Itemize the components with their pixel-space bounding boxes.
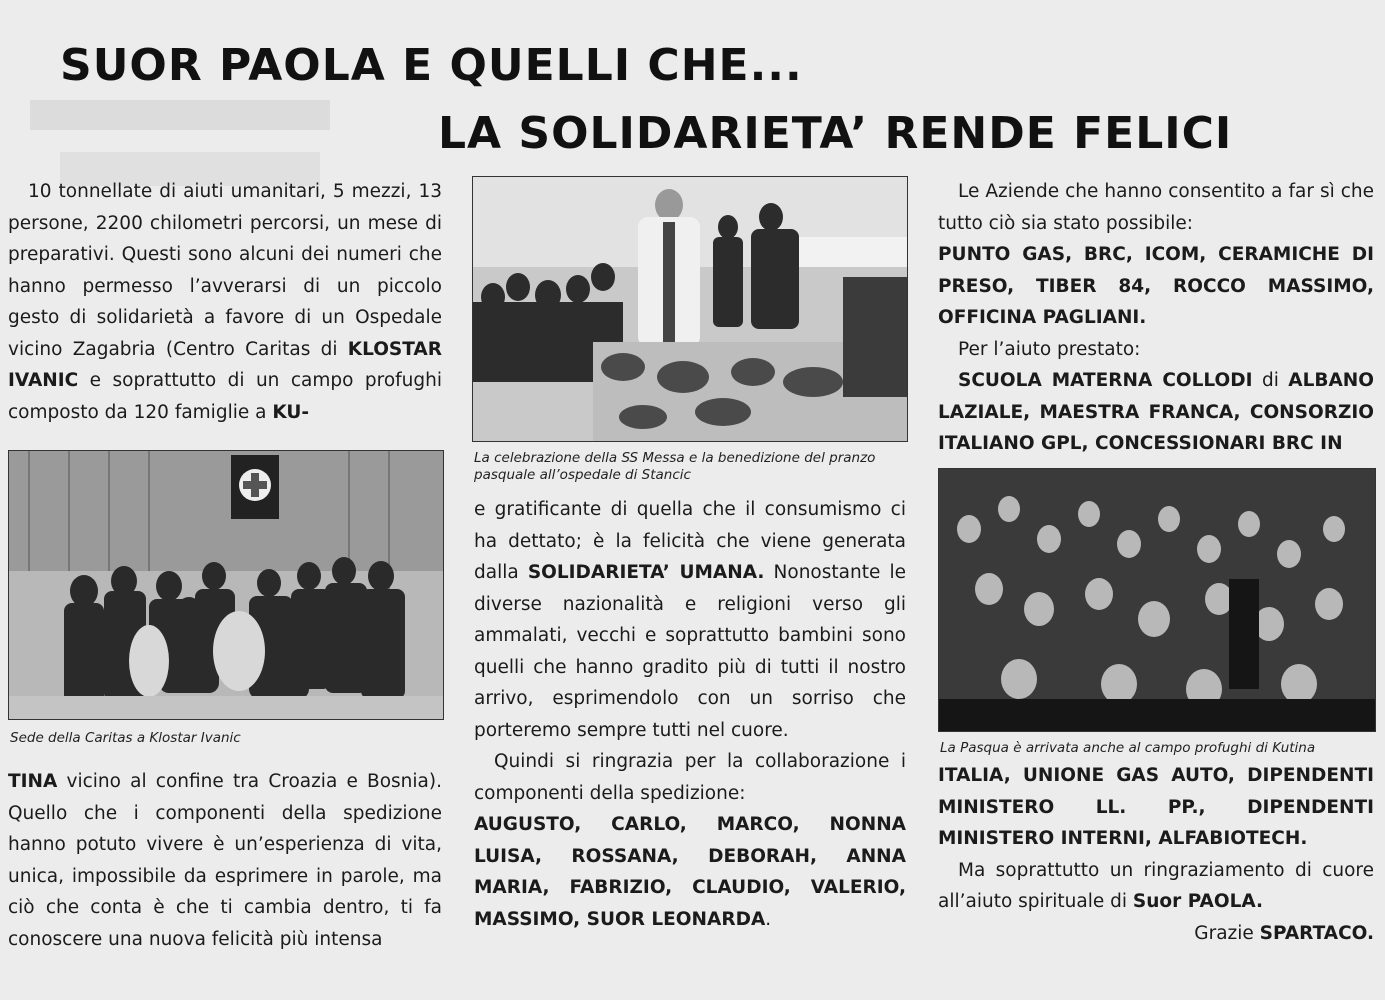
headline-line-2: LA SOLIDARIETA’ RENDE FELICI [438,108,1233,159]
col3-helpers [938,365,1374,460]
col3-paragraph-3 [938,855,1374,918]
caption-kutina: La Pasqua è arrivata anche al campo profughi di Kutina [940,740,1316,756]
column-3 [938,176,1374,460]
col3-helpers-bold1: SCUOLA MATERNA COLLODI [958,370,1253,391]
column-2 [474,494,906,935]
caption-mass: La celebrazione della SS Messa e la benedizione del pranzo pasquale all’ospedale di Stancic [474,450,876,483]
photo-caritas-group [8,450,444,720]
caption-caritas: Sede della Caritas a Klostar Ivanic [10,730,241,746]
col2-names-list [474,809,906,935]
group-photo-image [9,451,443,719]
col2-p1-tail: Nonostante le diverse nazionalità e religioni verso gli ammalati, vecchi e soprattutto bambini sono quelli che hanno gradito più di tutti il nostro arrivo, esprimendolo con un sorriso che porteremo sempre tutti nel cuore. [474,562,906,741]
col3-helpers-continued: ITALIA, UNIONE GAS AUTO, DIPENDENTI MINISTERO LL. PP., DIPENDENTI MINISTERO INTERNI, ALFABIOTECH. [938,765,1374,849]
column-1 [8,176,442,428]
col1-p1-text: 10 tonnellate di aiuti umanitari, 5 mezzi, 13 persone, 2200 chilometri percorsi, un mese di preparativi. Questi sono alcuni dei numeri che hanno permesso l’avverarsi di un piccolo gesto di solidarietà a favore di un Ospedale vicino Zagabria (Centro Caritas di [8,181,442,360]
column-1-continued [8,766,442,955]
col2-p1-bold: SOLIDARIETA’ UMANA. [527,562,765,583]
col2-paragraph-1 [474,494,906,746]
col1-paragraph-2 [8,766,442,955]
col3-signature [938,918,1374,950]
col1-paragraph-1 [8,176,442,428]
photo-kutina-camp [938,468,1376,732]
col3-p3-text: Ma soprattutto un ringraziamento di cuore all’aiuto spirituale di [938,859,1374,912]
col3-sign-text: Grazie [1194,922,1254,944]
col3-helpers-bold2: ALBANO LAZIALE, MAESTRA FRANCA, CONSORZIO ITALIANO GPL, CONCESSIONARI BRC IN [938,370,1375,454]
headline-line-1: SUOR PAOLA E QUELLI CHE... [60,40,803,91]
crowd-photo-image [939,469,1375,731]
col1-p2-text: vicino al confine tra Croazia e Bosnia). Quello che i componenti della spedizione hanno potuto vivere è un’esperienza di vita, unica, impossibile da esprimere in parole, ma ciò che conta è che ti cambia dentro, ti fa conoscere una nuova felicità più intensa [8,771,442,950]
col1-p2-bold: TINA [8,771,58,792]
col2-p1-text: e gratificante di quella che il consumismo ci ha dettato; è la felicità che viene generata dalla [474,499,906,583]
col3-paragraph-1: Le Aziende che hanno consentito a far sì che tutto ciò sia stato possibile: [938,181,1374,234]
col3-companies: PUNTO GAS, BRC, ICOM, CERAMICHE DI PRESO, TIBER 84, ROCCO MASSIMO, OFFICINA PAGLIANI. [938,244,1374,328]
col3-paragraph-2: Per l’aiuto prestato: [958,338,1141,360]
col3-p3-bold: Suor PAOLA. [1132,891,1264,912]
col1-p1-bold2: KU- [272,401,310,423]
col2-names-end: . [765,908,772,930]
col3-sign-name: SPARTACO. [1259,922,1374,944]
column-3-continued [938,760,1374,949]
mass-photo-image [473,177,907,441]
photo-mass-celebration [472,176,908,442]
col1-p1-bold: KLOSTAR IVANIC [8,338,442,391]
col2-names-text: AUGUSTO, CARLO, MARCO, NONNA LUISA, ROSSANA, DEBORAH, ANNA MARIA, FABRIZIO, CLAUDIO, VALERIO, MASSIMO, SUOR LEONARDA [474,814,906,930]
col2-paragraph-2: Quindi si ringrazia per la collaborazione i componenti della spedizione: [474,751,906,804]
col1-p1-tail: e soprattutto di un campo profughi composto da 120 famiglie a [8,370,442,423]
col3-helpers-di: di [1261,370,1279,391]
